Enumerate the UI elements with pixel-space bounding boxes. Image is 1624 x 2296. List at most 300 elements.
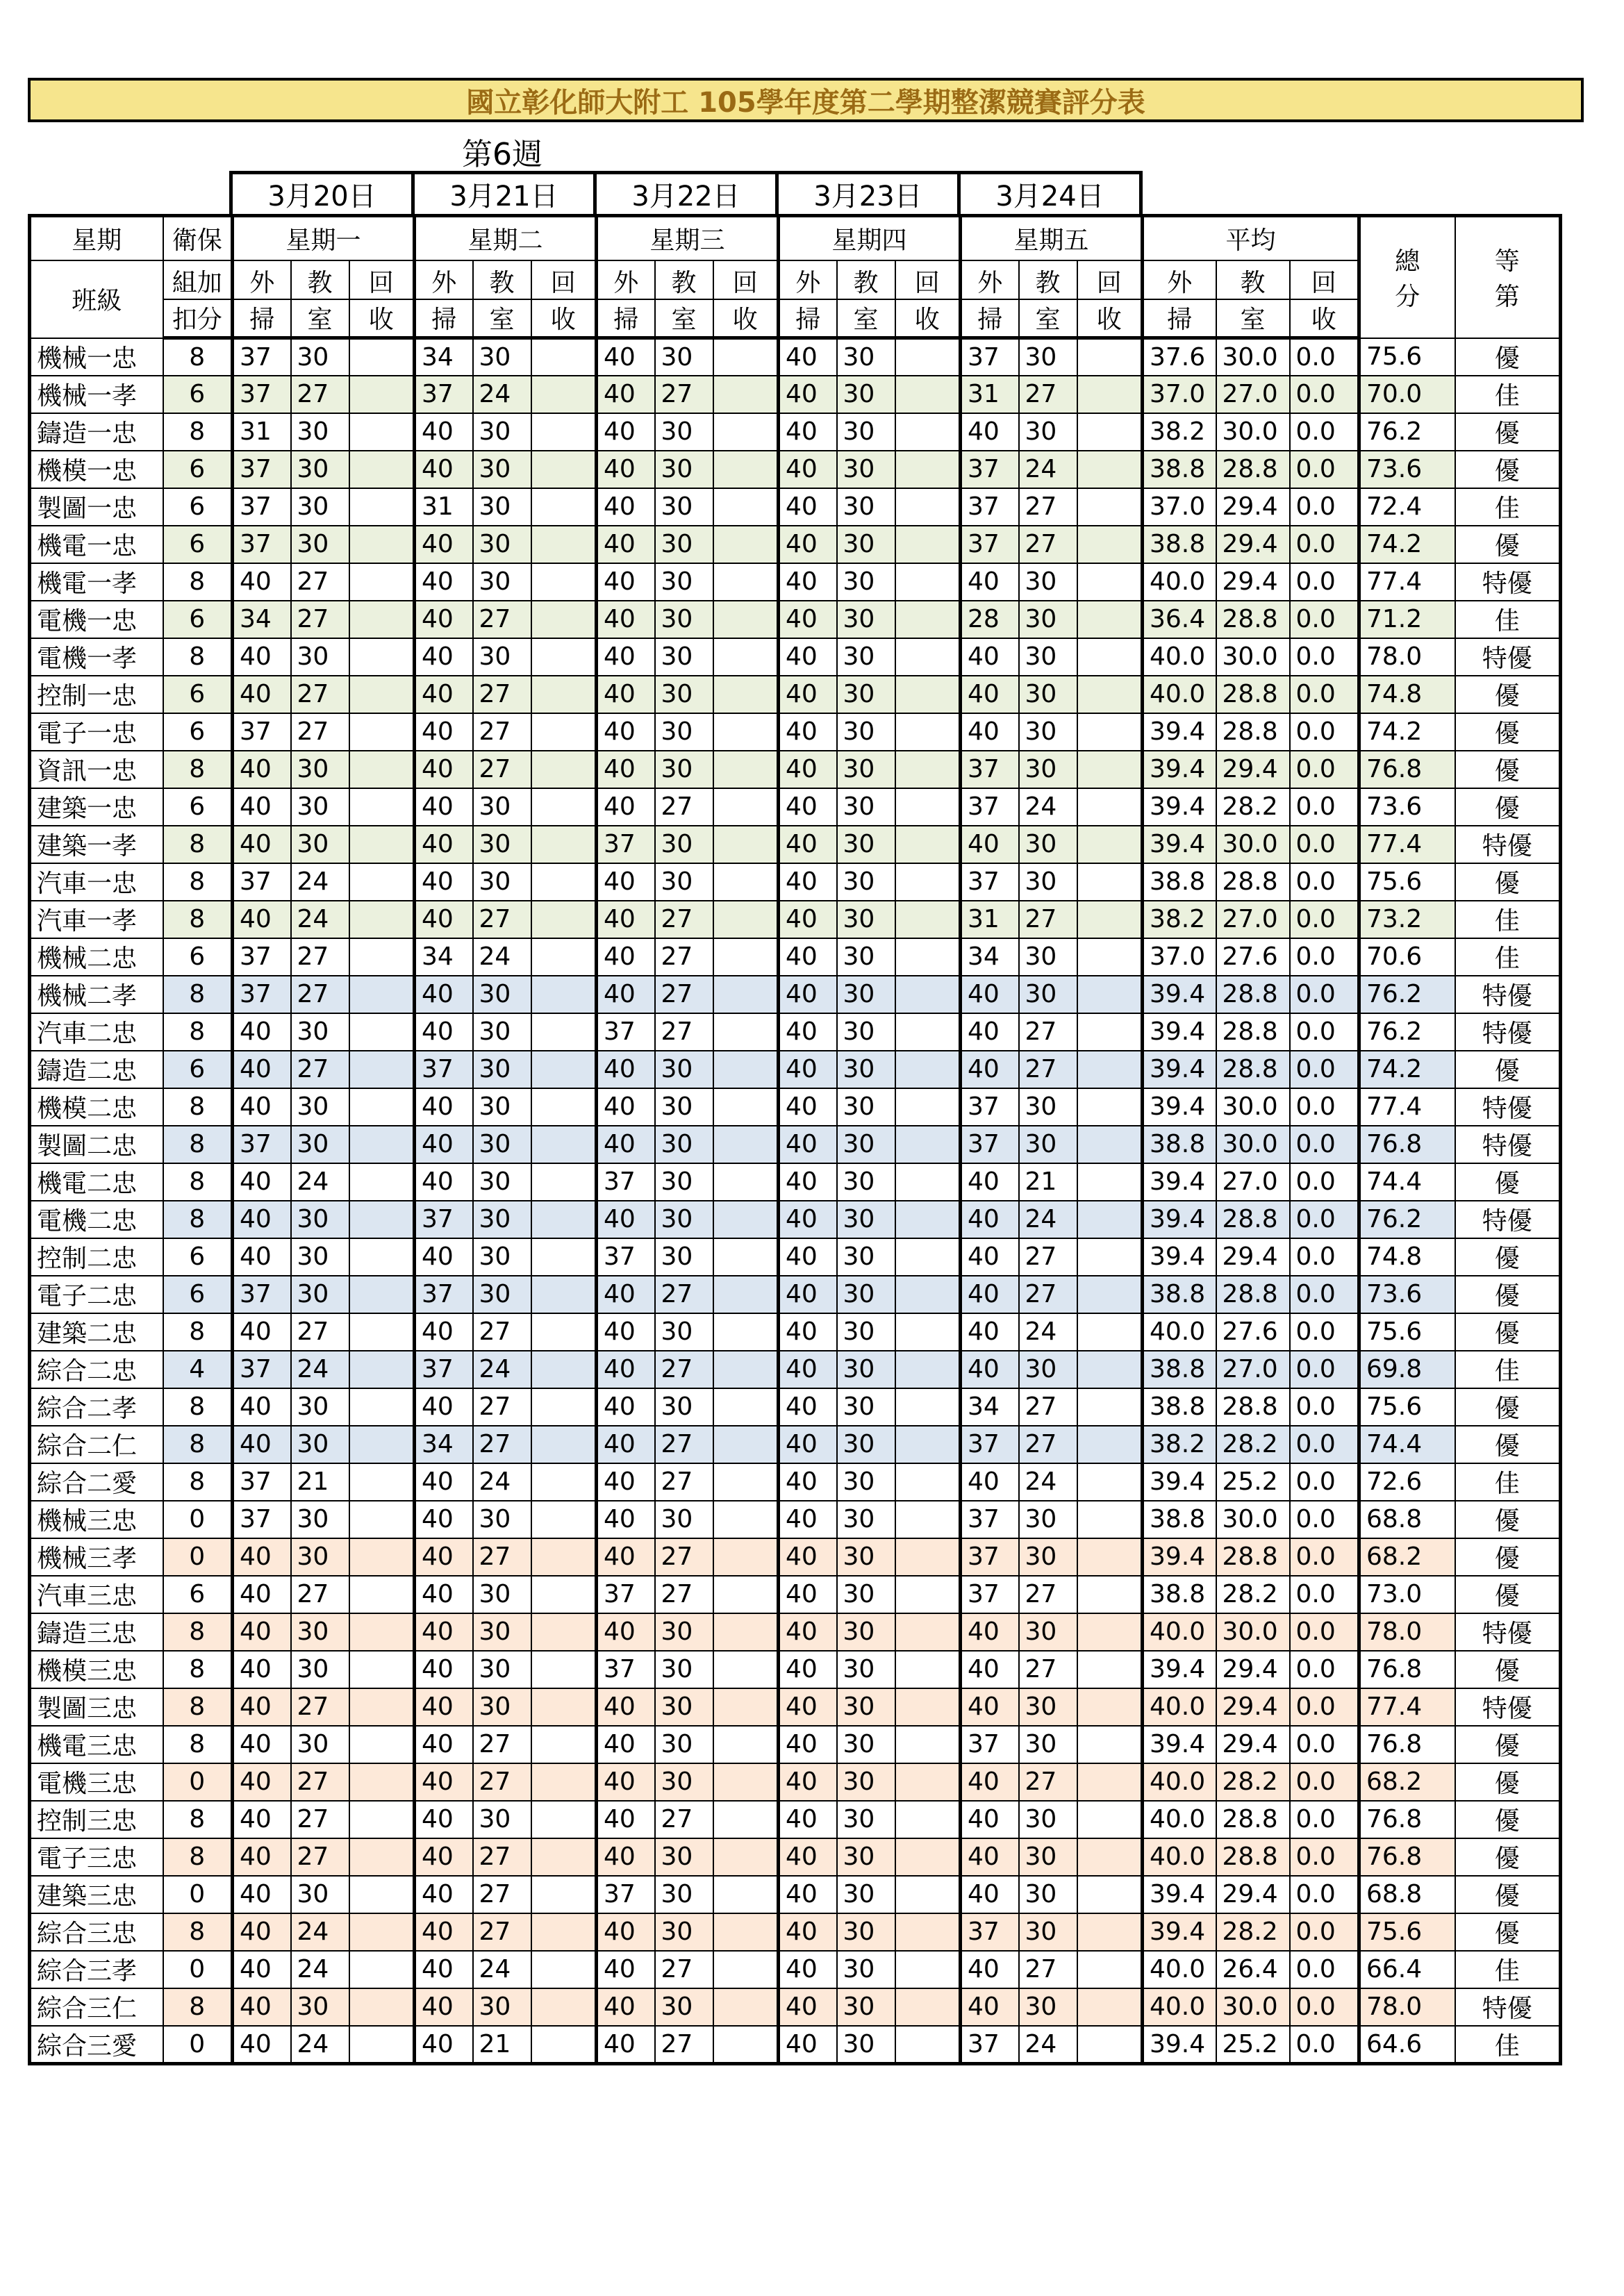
average-cell: 38.8 bbox=[1143, 1351, 1216, 1388]
deduct-label-3: 扣分 bbox=[163, 299, 233, 338]
score-cell: 37 bbox=[597, 1651, 655, 1688]
table-row bbox=[30, 1238, 1561, 1276]
class-name-cell: 製圖三忠 bbox=[30, 1688, 163, 1726]
total-cell: 66.4 bbox=[1359, 1951, 1455, 1988]
average-cell: 30.0 bbox=[1216, 638, 1290, 676]
score-cell: 34 bbox=[233, 601, 291, 638]
score-cell: 30 bbox=[837, 1501, 895, 1538]
total-cell: 78.0 bbox=[1359, 1988, 1455, 2026]
score-cell: 40 bbox=[779, 2026, 837, 2064]
score-cell bbox=[713, 1876, 779, 1913]
score-cell bbox=[713, 1951, 779, 1988]
score-cell: 30 bbox=[655, 601, 713, 638]
score-cell bbox=[895, 638, 961, 676]
score-cell: 30 bbox=[473, 1576, 531, 1613]
score-cell bbox=[1077, 1088, 1143, 1126]
score-cell: 30 bbox=[837, 1351, 895, 1388]
sub-header-outdoor-2: 掃 bbox=[415, 299, 473, 338]
score-cell bbox=[349, 1201, 415, 1238]
score-cell: 24 bbox=[1019, 1313, 1077, 1351]
score-cell: 40 bbox=[779, 601, 837, 638]
score-cell: 40 bbox=[415, 1688, 473, 1726]
class-name-cell: 資訊一忠 bbox=[30, 751, 163, 788]
score-cell: 27 bbox=[655, 1463, 713, 1501]
sub-header-classroom: 教 bbox=[1019, 260, 1077, 299]
total-label-1: 總 bbox=[1395, 247, 1420, 276]
table-row bbox=[30, 2026, 1561, 2064]
score-cell: 30 bbox=[1019, 1913, 1077, 1951]
score-cell: 24 bbox=[291, 1951, 349, 1988]
score-cell: 40 bbox=[961, 1838, 1019, 1876]
total-cell: 76.8 bbox=[1359, 1126, 1455, 1163]
total-cell: 68.2 bbox=[1359, 1763, 1455, 1801]
score-cell: 40 bbox=[415, 1988, 473, 2026]
score-cell: 40 bbox=[597, 1426, 655, 1463]
score-cell: 27 bbox=[291, 713, 349, 751]
adjustment-cell: 8 bbox=[163, 1801, 233, 1838]
adjustment-cell: 6 bbox=[163, 488, 233, 526]
score-cell bbox=[1077, 1463, 1143, 1501]
average-cell: 0.0 bbox=[1290, 488, 1359, 526]
score-cell: 40 bbox=[233, 1538, 291, 1576]
average-cell: 0.0 bbox=[1290, 413, 1359, 451]
table-row bbox=[30, 826, 1561, 863]
table-row bbox=[30, 901, 1561, 938]
score-cell bbox=[895, 751, 961, 788]
score-cell: 40 bbox=[779, 1876, 837, 1913]
score-cell: 40 bbox=[779, 938, 837, 976]
score-cell: 30 bbox=[655, 413, 713, 451]
average-cell: 28.2 bbox=[1216, 1763, 1290, 1801]
score-cell bbox=[1077, 788, 1143, 826]
score-cell: 27 bbox=[655, 1801, 713, 1838]
score-cell: 37 bbox=[961, 1501, 1019, 1538]
score-cell: 30 bbox=[655, 863, 713, 901]
score-cell: 40 bbox=[415, 601, 473, 638]
table-row bbox=[30, 1651, 1561, 1688]
score-cell: 40 bbox=[779, 1651, 837, 1688]
grade-label-2: 第 bbox=[1494, 283, 1520, 312]
sub-header-classroom-2: 室 bbox=[655, 299, 713, 338]
average-cell: 25.2 bbox=[1216, 1463, 1290, 1501]
class-label: 班級 bbox=[30, 260, 163, 338]
score-cell: 27 bbox=[1019, 376, 1077, 413]
average-cell: 0.0 bbox=[1290, 526, 1359, 563]
average-cell: 39.4 bbox=[1143, 713, 1216, 751]
score-cell: 40 bbox=[597, 1501, 655, 1538]
score-cell: 30 bbox=[837, 1538, 895, 1576]
score-cell: 27 bbox=[1019, 1651, 1077, 1688]
score-cell bbox=[531, 1613, 597, 1651]
score-cell: 40 bbox=[415, 1388, 473, 1426]
score-cell bbox=[713, 1501, 779, 1538]
score-cell bbox=[349, 826, 415, 863]
score-cell: 30 bbox=[291, 1238, 349, 1276]
score-cell bbox=[531, 713, 597, 751]
score-cell: 30 bbox=[1019, 1988, 1077, 2026]
score-cell bbox=[349, 601, 415, 638]
score-cell bbox=[895, 2026, 961, 2064]
grade-label-1: 等 bbox=[1494, 247, 1520, 276]
date-cell: 3月24日 bbox=[959, 173, 1141, 216]
score-cell bbox=[531, 1801, 597, 1838]
score-cell bbox=[713, 938, 779, 976]
score-cell: 30 bbox=[837, 863, 895, 901]
score-cell: 30 bbox=[473, 1163, 531, 1201]
score-cell: 40 bbox=[233, 1313, 291, 1351]
average-cell: 0.0 bbox=[1290, 751, 1359, 788]
total-cell: 68.8 bbox=[1359, 1501, 1455, 1538]
score-cell: 27 bbox=[473, 713, 531, 751]
class-name-cell: 機電三忠 bbox=[30, 1726, 163, 1763]
grade-cell: 優 bbox=[1455, 1838, 1561, 1876]
average-cell: 39.4 bbox=[1143, 751, 1216, 788]
average-cell: 29.4 bbox=[1216, 488, 1290, 526]
table-row bbox=[30, 1801, 1561, 1838]
score-cell: 40 bbox=[415, 713, 473, 751]
score-cell: 30 bbox=[1019, 563, 1077, 601]
score-cell: 30 bbox=[473, 1651, 531, 1688]
average-cell: 39.4 bbox=[1143, 1163, 1216, 1201]
score-cell bbox=[1077, 1951, 1143, 1988]
score-cell: 30 bbox=[291, 1876, 349, 1913]
score-cell: 37 bbox=[961, 2026, 1019, 2064]
score-cell bbox=[895, 1013, 961, 1051]
table-row bbox=[30, 1838, 1561, 1876]
class-name-cell: 綜合三愛 bbox=[30, 2026, 163, 2064]
score-cell: 30 bbox=[837, 1313, 895, 1351]
average-cell: 0.0 bbox=[1290, 1988, 1359, 2026]
score-cell: 30 bbox=[837, 1163, 895, 1201]
score-cell: 27 bbox=[291, 1051, 349, 1088]
total-cell: 75.6 bbox=[1359, 1388, 1455, 1426]
average-cell: 40.0 bbox=[1143, 1313, 1216, 1351]
grade-cell: 優 bbox=[1455, 751, 1561, 788]
score-cell bbox=[349, 1351, 415, 1388]
class-name-cell: 機械一孝 bbox=[30, 376, 163, 413]
score-cell bbox=[531, 1576, 597, 1613]
score-cell bbox=[895, 1988, 961, 2026]
average-cell: 0.0 bbox=[1290, 2026, 1359, 2064]
score-cell: 40 bbox=[233, 751, 291, 788]
grade-cell: 優 bbox=[1455, 526, 1561, 563]
score-cell: 40 bbox=[779, 1163, 837, 1201]
average-label: 平均 bbox=[1143, 216, 1359, 260]
score-cell: 30 bbox=[837, 1126, 895, 1163]
date-cell: 3月23日 bbox=[777, 173, 959, 216]
table-row bbox=[30, 526, 1561, 563]
score-cell bbox=[713, 1238, 779, 1276]
sub-header-classroom-2: 室 bbox=[291, 299, 349, 338]
score-cell: 40 bbox=[961, 1013, 1019, 1051]
score-cell: 30 bbox=[655, 1163, 713, 1201]
score-cell bbox=[1077, 938, 1143, 976]
class-name-cell: 鑄造二忠 bbox=[30, 1051, 163, 1088]
score-cell bbox=[1077, 601, 1143, 638]
score-cell: 27 bbox=[655, 938, 713, 976]
score-cell: 30 bbox=[837, 1051, 895, 1088]
class-name-cell: 綜合三忠 bbox=[30, 1913, 163, 1951]
score-cell bbox=[349, 526, 415, 563]
score-cell: 40 bbox=[415, 451, 473, 488]
score-cell bbox=[713, 1838, 779, 1876]
total-cell: 77.4 bbox=[1359, 563, 1455, 601]
score-cell: 37 bbox=[233, 863, 291, 901]
score-cell: 30 bbox=[473, 863, 531, 901]
average-cell: 27.6 bbox=[1216, 938, 1290, 976]
adjustment-cell: 8 bbox=[163, 338, 233, 376]
score-cell bbox=[531, 1426, 597, 1463]
score-cell bbox=[713, 788, 779, 826]
score-cell: 40 bbox=[779, 1688, 837, 1726]
date-header bbox=[229, 171, 1143, 217]
total-cell: 76.8 bbox=[1359, 1801, 1455, 1838]
average-cell: 40.0 bbox=[1143, 676, 1216, 713]
sub-header-classroom-2: 室 bbox=[837, 299, 895, 338]
score-cell: 37 bbox=[415, 1276, 473, 1313]
score-cell: 30 bbox=[837, 563, 895, 601]
score-cell: 40 bbox=[233, 1163, 291, 1201]
score-cell: 40 bbox=[779, 826, 837, 863]
score-cell bbox=[349, 1313, 415, 1351]
total-cell: 76.8 bbox=[1359, 1651, 1455, 1688]
average-cell: 38.8 bbox=[1143, 863, 1216, 901]
weekday-label: 星期 bbox=[30, 216, 163, 260]
score-cell: 40 bbox=[597, 1088, 655, 1126]
table-row bbox=[30, 563, 1561, 601]
score-cell bbox=[713, 1013, 779, 1051]
score-cell: 37 bbox=[233, 1501, 291, 1538]
score-cell bbox=[895, 863, 961, 901]
average-cell: 39.4 bbox=[1143, 1051, 1216, 1088]
score-cell: 40 bbox=[597, 1276, 655, 1313]
score-cell: 40 bbox=[779, 1913, 837, 1951]
adjustment-cell: 0 bbox=[163, 1538, 233, 1576]
score-cell: 40 bbox=[961, 1651, 1019, 1688]
class-name-cell: 綜合二愛 bbox=[30, 1463, 163, 1501]
score-cell bbox=[713, 1276, 779, 1313]
score-cell bbox=[531, 526, 597, 563]
score-cell: 40 bbox=[779, 1351, 837, 1388]
score-cell bbox=[895, 1651, 961, 1688]
score-cell bbox=[531, 976, 597, 1013]
total-cell: 76.8 bbox=[1359, 751, 1455, 788]
adjustment-cell: 6 bbox=[163, 938, 233, 976]
table-row bbox=[30, 1201, 1561, 1238]
table-row bbox=[30, 638, 1561, 676]
score-cell: 40 bbox=[597, 751, 655, 788]
score-cell: 40 bbox=[415, 413, 473, 451]
class-name-cell: 綜合二孝 bbox=[30, 1388, 163, 1426]
score-cell: 40 bbox=[233, 1613, 291, 1651]
score-cell: 40 bbox=[779, 1763, 837, 1801]
grade-cell: 優 bbox=[1455, 1763, 1561, 1801]
grade-cell: 優 bbox=[1455, 1876, 1561, 1913]
average-cell: 38.8 bbox=[1143, 1501, 1216, 1538]
score-cell: 40 bbox=[233, 788, 291, 826]
score-cell: 40 bbox=[597, 901, 655, 938]
score-cell bbox=[895, 338, 961, 376]
score-cell: 40 bbox=[233, 1951, 291, 1988]
score-cell: 40 bbox=[961, 638, 1019, 676]
score-cell: 30 bbox=[655, 751, 713, 788]
score-cell: 30 bbox=[837, 1613, 895, 1651]
score-cell: 37 bbox=[233, 938, 291, 976]
score-cell: 30 bbox=[291, 338, 349, 376]
average-cell: 40.0 bbox=[1143, 1838, 1216, 1876]
score-cell: 37 bbox=[415, 1051, 473, 1088]
score-cell: 30 bbox=[837, 638, 895, 676]
table-row bbox=[30, 976, 1561, 1013]
score-cell: 27 bbox=[655, 376, 713, 413]
table-row bbox=[30, 1388, 1561, 1426]
score-cell bbox=[1077, 1163, 1143, 1201]
score-cell: 30 bbox=[291, 1013, 349, 1051]
average-cell: 39.4 bbox=[1143, 1913, 1216, 1951]
score-cell bbox=[531, 338, 597, 376]
score-cell: 40 bbox=[779, 1238, 837, 1276]
sub-header-classroom-2: 室 bbox=[1019, 299, 1077, 338]
score-cell: 40 bbox=[597, 676, 655, 713]
score-cell bbox=[713, 1913, 779, 1951]
score-cell bbox=[349, 488, 415, 526]
average-cell: 0.0 bbox=[1290, 1576, 1359, 1613]
score-cell: 40 bbox=[597, 526, 655, 563]
grade-cell: 特優 bbox=[1455, 563, 1561, 601]
average-cell: 29.4 bbox=[1216, 1688, 1290, 1726]
score-cell: 40 bbox=[233, 1201, 291, 1238]
average-cell: 28.8 bbox=[1216, 863, 1290, 901]
average-cell: 0.0 bbox=[1290, 601, 1359, 638]
score-cell bbox=[895, 901, 961, 938]
class-name-cell: 機模一忠 bbox=[30, 451, 163, 488]
score-cell bbox=[1077, 751, 1143, 788]
sub-header-recycle: 回 bbox=[1290, 260, 1359, 299]
score-cell: 40 bbox=[597, 713, 655, 751]
table-row bbox=[30, 676, 1561, 713]
average-cell: 26.4 bbox=[1216, 1951, 1290, 1988]
score-cell bbox=[1077, 1913, 1143, 1951]
score-cell: 40 bbox=[779, 1501, 837, 1538]
score-cell: 27 bbox=[473, 901, 531, 938]
class-name-cell: 汽車一孝 bbox=[30, 901, 163, 938]
score-cell: 30 bbox=[291, 1726, 349, 1763]
total-cell: 76.2 bbox=[1359, 1201, 1455, 1238]
score-cell bbox=[1077, 1313, 1143, 1351]
score-cell: 30 bbox=[473, 1201, 531, 1238]
score-cell bbox=[713, 1763, 779, 1801]
score-cell: 30 bbox=[655, 451, 713, 488]
adjustment-cell: 6 bbox=[163, 1576, 233, 1613]
score-cell: 30 bbox=[291, 826, 349, 863]
score-cell: 40 bbox=[233, 1913, 291, 1951]
score-cell: 30 bbox=[837, 1276, 895, 1313]
grade-cell: 佳 bbox=[1455, 601, 1561, 638]
class-name-cell: 汽車三忠 bbox=[30, 1576, 163, 1613]
average-cell: 0.0 bbox=[1290, 1763, 1359, 1801]
average-cell: 30.0 bbox=[1216, 1126, 1290, 1163]
grade-cell: 優 bbox=[1455, 1801, 1561, 1838]
score-cell bbox=[349, 1088, 415, 1126]
adjustment-cell: 0 bbox=[163, 1951, 233, 1988]
score-cell bbox=[531, 413, 597, 451]
score-cell: 30 bbox=[1019, 751, 1077, 788]
score-cell: 40 bbox=[233, 1238, 291, 1276]
score-cell bbox=[895, 1951, 961, 1988]
score-cell: 27 bbox=[291, 976, 349, 1013]
average-cell: 0.0 bbox=[1290, 1201, 1359, 1238]
sub-header-recycle-2: 收 bbox=[1077, 299, 1143, 338]
score-cell: 27 bbox=[1019, 1238, 1077, 1276]
score-cell: 40 bbox=[597, 488, 655, 526]
score-cell: 30 bbox=[655, 1313, 713, 1351]
score-cell: 27 bbox=[1019, 1951, 1077, 1988]
table-row bbox=[30, 1426, 1561, 1463]
score-cell bbox=[713, 1163, 779, 1201]
grade-cell: 優 bbox=[1455, 413, 1561, 451]
score-cell bbox=[349, 1913, 415, 1951]
score-cell: 40 bbox=[415, 1763, 473, 1801]
score-cell: 30 bbox=[837, 1576, 895, 1613]
score-cell bbox=[1077, 901, 1143, 938]
average-cell: 38.8 bbox=[1143, 526, 1216, 563]
adjustment-cell: 8 bbox=[163, 1163, 233, 1201]
score-cell: 40 bbox=[233, 1726, 291, 1763]
average-cell: 38.8 bbox=[1143, 1388, 1216, 1426]
score-cell bbox=[895, 713, 961, 751]
score-cell: 37 bbox=[597, 1238, 655, 1276]
score-cell bbox=[349, 1801, 415, 1838]
score-cell: 40 bbox=[597, 1538, 655, 1576]
score-cell: 40 bbox=[597, 2026, 655, 2064]
grade-cell: 佳 bbox=[1455, 1463, 1561, 1501]
score-cell: 40 bbox=[779, 1613, 837, 1651]
score-cell: 30 bbox=[1019, 1876, 1077, 1913]
average-cell: 0.0 bbox=[1290, 1051, 1359, 1088]
score-cell bbox=[713, 413, 779, 451]
score-cell: 40 bbox=[233, 1576, 291, 1613]
score-cell bbox=[895, 1426, 961, 1463]
score-cell bbox=[1077, 1613, 1143, 1651]
sub-header-outdoor: 外 bbox=[779, 260, 837, 299]
grade-cell: 佳 bbox=[1455, 938, 1561, 976]
score-cell: 40 bbox=[779, 1388, 837, 1426]
table-row bbox=[30, 451, 1561, 488]
score-cell: 30 bbox=[837, 1726, 895, 1763]
score-cell bbox=[895, 1126, 961, 1163]
score-cell bbox=[1077, 2026, 1143, 2064]
score-cell: 37 bbox=[961, 488, 1019, 526]
total-label-2: 分 bbox=[1395, 283, 1420, 312]
sub-header-recycle: 回 bbox=[895, 260, 961, 299]
total-cell: 73.6 bbox=[1359, 1276, 1455, 1313]
grade-cell: 優 bbox=[1455, 1913, 1561, 1951]
score-cell: 40 bbox=[415, 788, 473, 826]
sub-header-recycle-2: 收 bbox=[895, 299, 961, 338]
score-cell bbox=[349, 1876, 415, 1913]
score-cell: 27 bbox=[655, 788, 713, 826]
grade-cell: 優 bbox=[1455, 713, 1561, 751]
score-cell bbox=[713, 1726, 779, 1763]
adjustment-cell: 0 bbox=[163, 1763, 233, 1801]
score-cell bbox=[713, 1201, 779, 1238]
score-cell bbox=[895, 826, 961, 863]
score-cell bbox=[349, 1238, 415, 1276]
score-cell: 24 bbox=[1019, 788, 1077, 826]
score-cell bbox=[531, 1726, 597, 1763]
average-cell: 38.8 bbox=[1143, 451, 1216, 488]
total-cell: 74.8 bbox=[1359, 676, 1455, 713]
